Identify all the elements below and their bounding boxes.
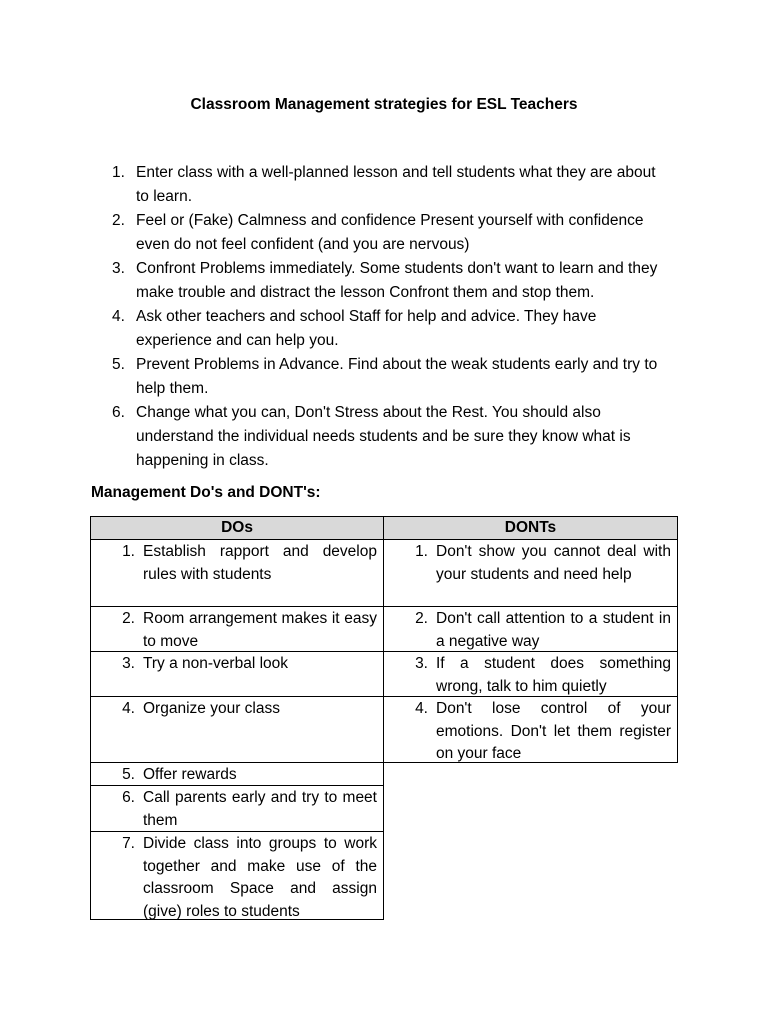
- item-text: Call parents early and try to meet them: [143, 789, 377, 829]
- item-text: Organize your class: [143, 700, 280, 717]
- item-number: 6.: [122, 789, 135, 806]
- item-text: Don't call attention to a student in a negative way: [436, 610, 671, 650]
- list-number: 4.: [112, 308, 125, 325]
- item-number: 4.: [122, 700, 135, 717]
- list-item: [112, 209, 672, 257]
- item-text: If a student does something wrong, talk to him quietly: [436, 655, 671, 695]
- list-number: 5.: [112, 356, 125, 373]
- list-item: [112, 161, 672, 209]
- item-number: 3.: [122, 655, 135, 672]
- table-cell-dos-3: [90, 651, 384, 697]
- dos-header: DOs: [221, 519, 253, 536]
- list-item: [112, 401, 672, 473]
- table-cell-donts-1: [383, 539, 678, 607]
- list-text: Ask other teachers and school Staff for help and advice. They have experience and can help you.: [136, 308, 597, 349]
- table-cell-donts-4: [383, 696, 678, 763]
- item-number: 2.: [122, 610, 135, 627]
- donts-header: DONTs: [504, 519, 557, 536]
- list-text: Enter class with a well-planned lesson and tell students what they are about to learn.: [136, 164, 656, 205]
- item-text: Divide class into groups to work together and make use of the classroom Space and assign (give) roles to students: [143, 835, 377, 920]
- strategy-list: [112, 161, 672, 473]
- table-cell-dos-6: [90, 785, 384, 832]
- table-cell-donts-2: [383, 606, 678, 652]
- document-title: Classroom Management strategies for ESL Teachers: [190, 96, 578, 113]
- item-text: Establish rapport and develop rules with students: [143, 543, 377, 583]
- list-number: 2.: [112, 212, 125, 229]
- item-number: 3.: [415, 655, 428, 672]
- table-cell-dos-7: [90, 831, 384, 920]
- list-item: [112, 305, 672, 353]
- dos-header-cell: [90, 516, 384, 540]
- list-number: 1.: [112, 164, 125, 181]
- table-cell-donts-3: [383, 651, 678, 697]
- item-text: Offer rewards: [143, 766, 237, 783]
- item-number: 4.: [415, 700, 428, 717]
- section-heading: Management Do's and DONT's:: [91, 484, 321, 501]
- list-text: Feel or (Fake) Calmness and confidence Present yourself with confidence even do not feel confident (and you are nervous): [136, 212, 644, 253]
- item-number: 1.: [122, 543, 135, 560]
- item-number: 5.: [122, 766, 135, 783]
- item-text: Don't lose control of your emotions. Don't let them register on your face: [436, 700, 671, 762]
- item-text: Room arrangement makes it easy to move: [143, 610, 377, 650]
- list-text: Confront Problems immediately. Some students don't want to learn and they make trouble and distract the lesson Confront them and stop them.: [136, 260, 658, 301]
- list-text: Prevent Problems in Advance. Find about the weak students early and try to help them.: [136, 356, 658, 397]
- list-item: [112, 353, 672, 401]
- list-item: [112, 257, 672, 305]
- table-cell-dos-1: [90, 539, 384, 607]
- table-cell-dos-2: [90, 606, 384, 652]
- item-number: 2.: [415, 610, 428, 627]
- item-number: 7.: [122, 835, 135, 852]
- item-number: 1.: [415, 543, 428, 560]
- list-number: 6.: [112, 404, 125, 421]
- item-text: Don't show you cannot deal with your students and need help: [436, 543, 671, 583]
- item-text: Try a non-verbal look: [143, 655, 289, 672]
- table-cell-dos-5: [90, 762, 384, 786]
- table-cell-dos-4: [90, 696, 384, 763]
- list-text: Change what you can, Don't Stress about the Rest. You should also understand the individual needs students and be sure they know what is happening in class.: [136, 404, 631, 469]
- list-number: 3.: [112, 260, 125, 277]
- donts-header-cell: [383, 516, 678, 540]
